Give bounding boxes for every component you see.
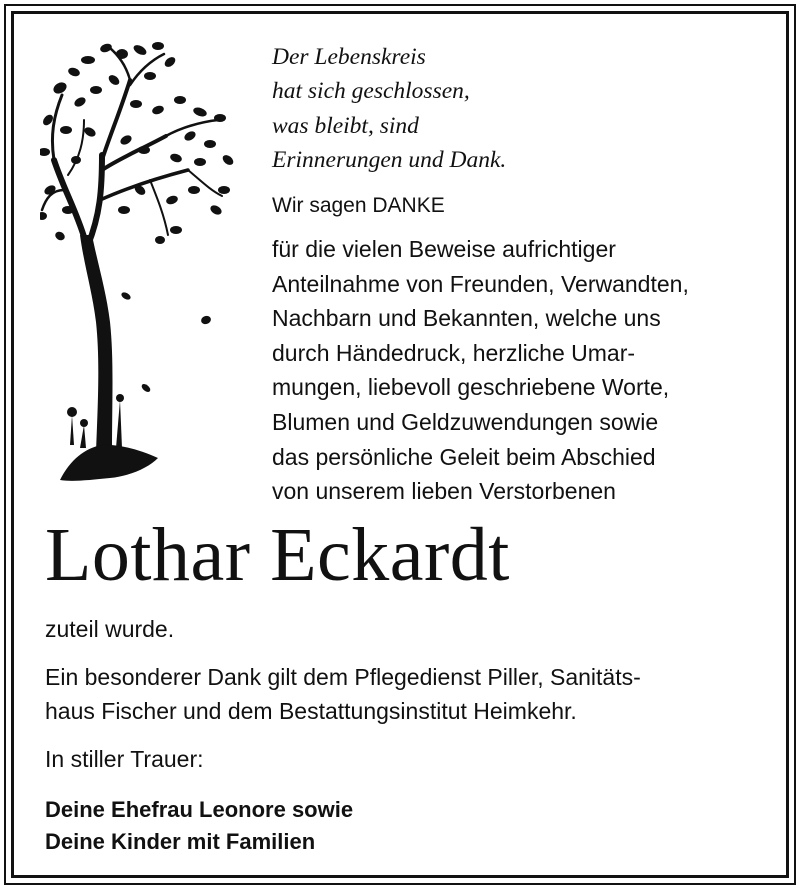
thanks-body [272,232,689,509]
mourning-text: In stiller Trauer: [45,746,204,772]
thanks-line: mungen, liebevoll geschriebene Worte, [272,374,670,401]
tree-illustration-icon [40,40,240,490]
thanks-heading: Wir sagen DANKE [272,194,445,217]
motto-line: Erinnerungen und Dank. [272,146,507,173]
thanks-line: durch Händedruck, herzliche Umar- [272,339,636,366]
closing-text: zuteil wurde. [45,616,175,642]
thanks-line: Blumen und Geldzuwendungen sowie [272,408,659,435]
signature-line: Deine Ehefrau Leonore sowie [45,797,354,822]
thanks-line: für die vielen Beweise aufrichtiger [272,236,616,262]
motto-line: hat sich geschlossen, [272,78,470,105]
deceased-name: Lothar Eckardt [45,513,510,597]
motto-line: was bleibt, sind [272,112,419,139]
thanks-line: das persönliche Geleit beim Abschied [272,443,656,470]
motto-line: Der Lebenskreis [272,44,426,70]
thanks-line: von unserem lieben Verstorbenen [272,478,616,505]
special-thanks-line: haus Fischer und dem Bestattungsinstitut Heimkehr. [45,698,577,724]
signature [45,794,353,858]
thanks-line: Nachbarn und Bekannten, welche uns [272,305,661,332]
special-thanks [45,660,641,728]
thanks-line: Anteilnahme von Freunden, Verwandten, [272,270,689,297]
signature-line: Deine Kinder mit Familien [45,829,316,854]
special-thanks-line: Ein besonderer Dank gilt dem Pflegedienst Piller, Sanitäts- [45,664,641,690]
motto-poem [272,40,506,177]
